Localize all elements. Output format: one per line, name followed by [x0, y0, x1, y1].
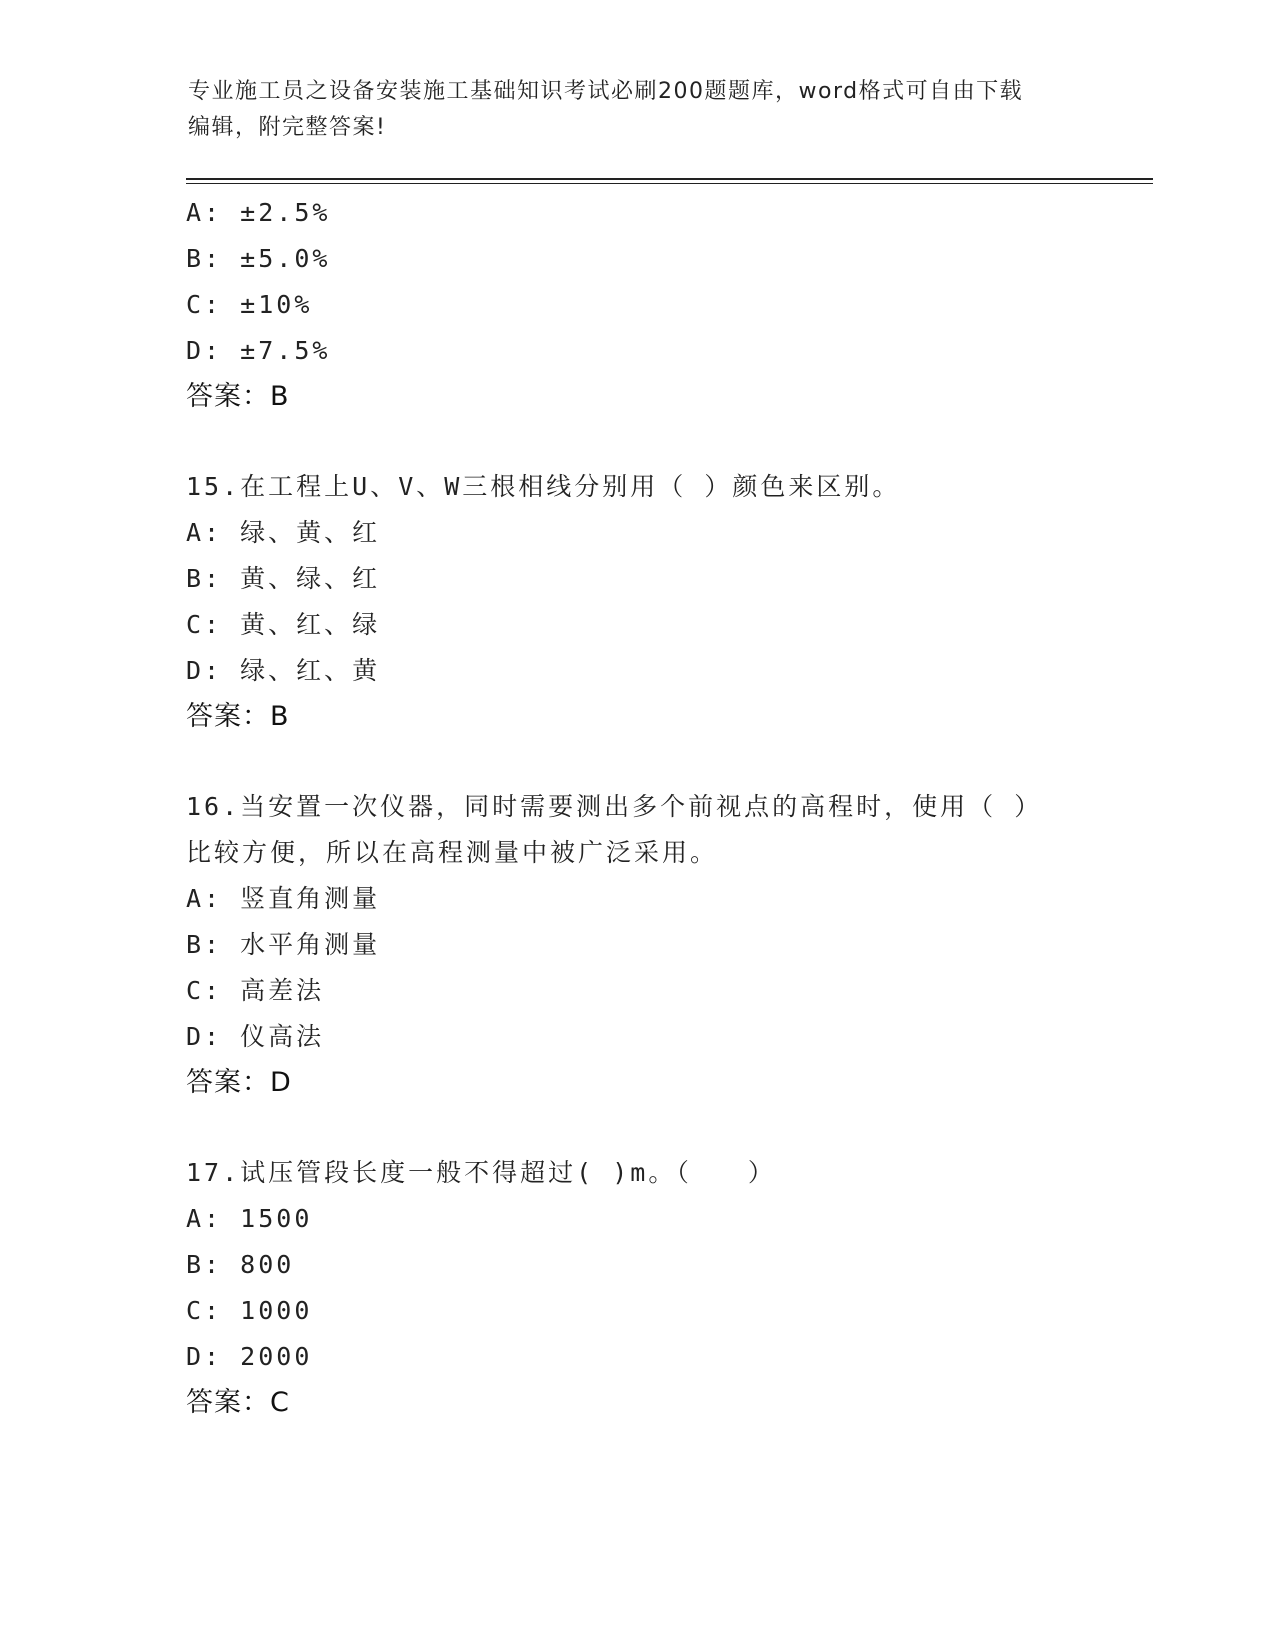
answer-line: 答案：D	[186, 1067, 292, 1098]
question-text: 15.在工程上U、V、W三根相线分别用（ ）颜色来区别。	[186, 472, 901, 501]
document-header	[188, 74, 1088, 146]
question-text-line-1: 16.当安置一次仪器，同时需要测出多个前视点的高程时，使用（ ）	[186, 792, 1043, 821]
option-c: C: 1000	[186, 1296, 313, 1325]
option-b: B: 800	[186, 1250, 295, 1279]
option-a: A: ±2.5%	[186, 198, 331, 227]
question-list	[186, 190, 1086, 1426]
option-b: B: ±5.0%	[186, 244, 331, 273]
option-c: C: 黄、红、绿	[186, 610, 381, 639]
answer-line: 答案：B	[186, 701, 290, 732]
option-b: B: 黄、绿、红	[186, 564, 381, 593]
header-divider-thin	[186, 183, 1153, 184]
option-c: C: ±10%	[186, 290, 313, 319]
question-block-16	[186, 784, 1086, 1106]
option-d: D: 绿、红、黄	[186, 656, 381, 685]
option-a: A: 竖直角测量	[186, 884, 381, 913]
question-text: 17.试压管段长度一般不得超过( )m。（ ）	[186, 1158, 776, 1187]
option-a: A: 1500	[186, 1204, 313, 1233]
option-d: D: ±7.5%	[186, 336, 331, 365]
option-b: B: 水平角测量	[186, 930, 381, 959]
question-block-17	[186, 1150, 1086, 1426]
question-block-14	[186, 190, 1086, 420]
header-title-line-1: 专业施工员之设备安装施工基础知识考试必刷200题题库，word格式可自由下载	[188, 79, 1024, 104]
answer-line: 答案：B	[186, 381, 290, 412]
header-divider	[186, 178, 1153, 180]
question-text-line-2: 比较方便，所以在高程测量中被广泛采用。	[186, 838, 719, 867]
option-d: D: 仪高法	[186, 1022, 325, 1051]
option-c: C: 高差法	[186, 976, 325, 1005]
option-d: D: 2000	[186, 1342, 313, 1371]
option-a: A: 绿、黄、红	[186, 518, 381, 547]
answer-line: 答案：C	[186, 1387, 290, 1418]
header-title-line-2: 编辑，附完整答案!	[188, 115, 387, 140]
question-block-15	[186, 464, 1086, 740]
